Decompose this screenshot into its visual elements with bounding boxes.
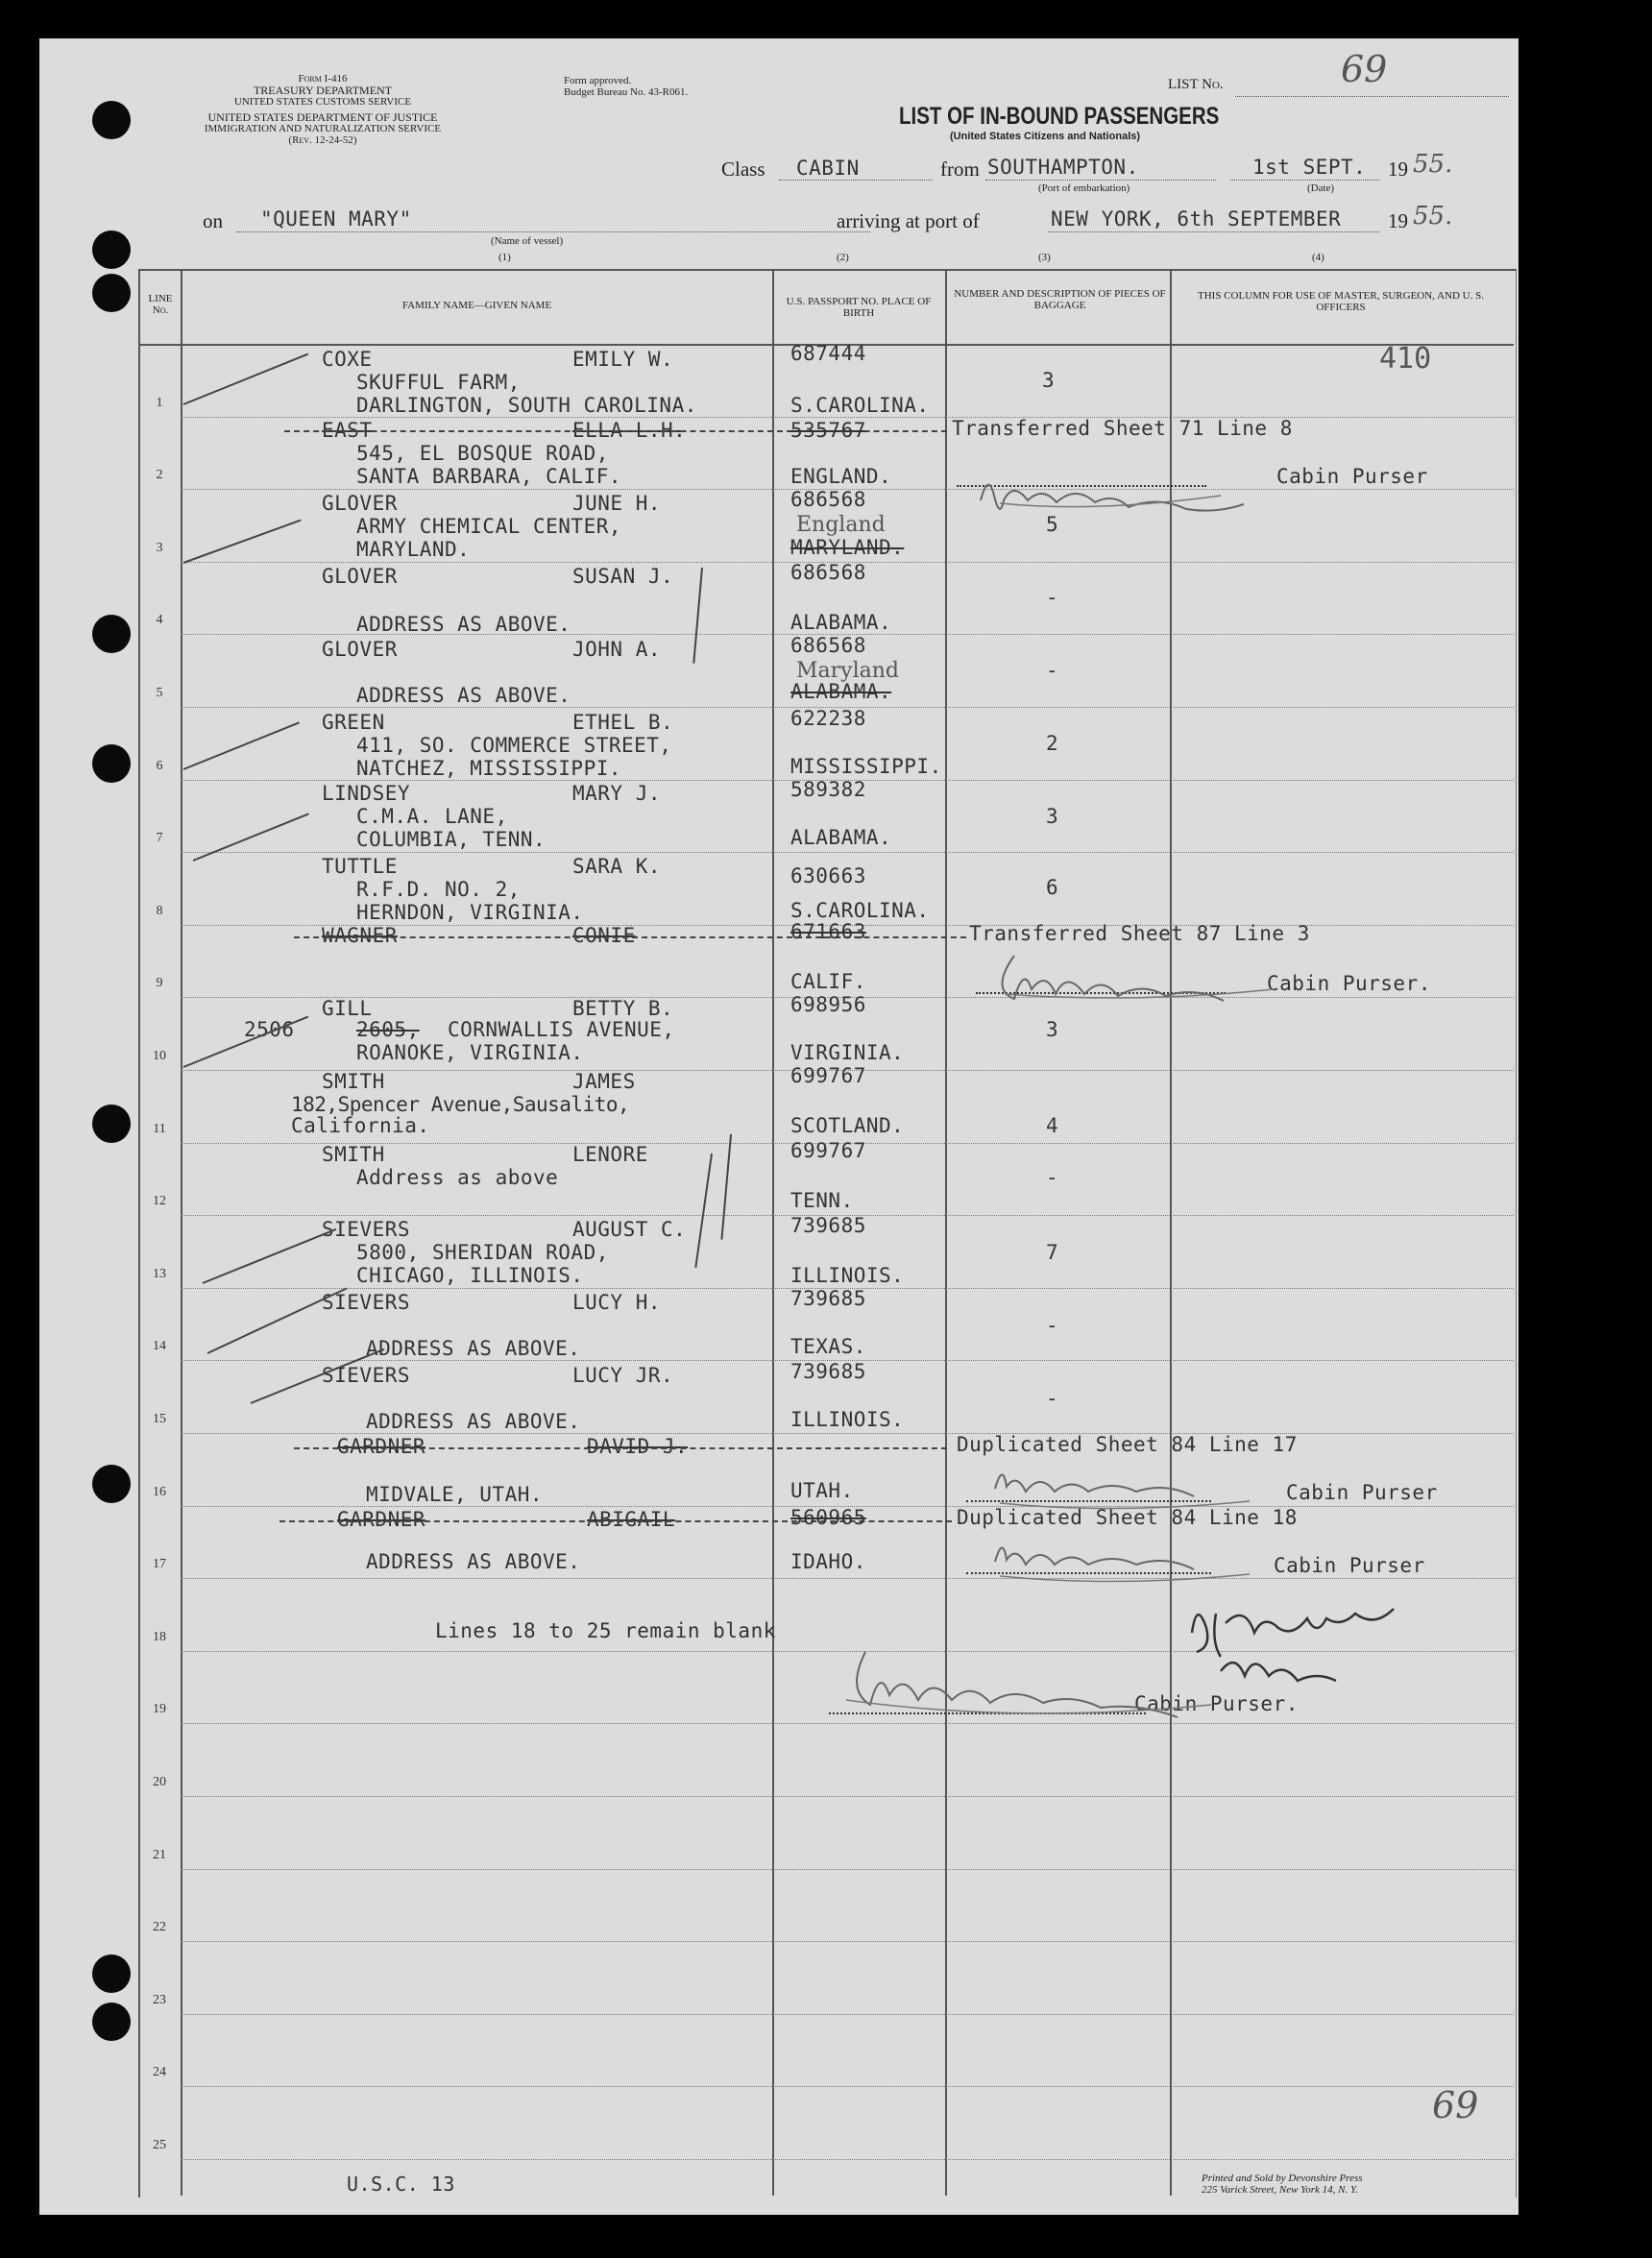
entry-given: DAVID J. [587, 1435, 689, 1458]
entry-bags: - [1046, 1166, 1059, 1189]
entry-address: CORNWALLIS AVENUE, [448, 1018, 675, 1041]
year-prefix: 19 [1388, 158, 1408, 181]
entry-birthplace: S.CAROLINA. [790, 899, 930, 922]
entry-surname: GARDNER [337, 1435, 426, 1458]
entry-passport: 686568 [790, 634, 866, 657]
line-number: 6 [156, 759, 163, 773]
entry-purser: Cabin Purser. [1267, 972, 1431, 995]
col3-num: (3) [1038, 252, 1051, 263]
date-value: 1st SEPT. [1252, 156, 1367, 179]
entry-given: ABIGAIL [587, 1508, 676, 1531]
header-line-no: LINE No. [148, 293, 173, 316]
on-label: on [203, 209, 223, 232]
entry-passport: 560965 [790, 1506, 866, 1529]
entry-passport: 630663 [790, 864, 866, 887]
entry-bags: 2 [1046, 732, 1059, 755]
entry-birthplace: VIRGINIA. [790, 1041, 905, 1064]
entry-passport: 686568 [790, 488, 866, 511]
entry-given: BETTY B. [572, 997, 674, 1020]
binder-hole [92, 744, 131, 783]
entry-passport: 589382 [790, 778, 866, 801]
entry-address: DARLINGTON, SOUTH CAROLINA. [356, 394, 697, 417]
row-rule [181, 1723, 1514, 1724]
arrival-year-value: 55. [1413, 202, 1453, 231]
purser-signature [971, 1460, 1298, 1517]
header-passport: U.S. PASSPORT NO. PLACE OF BIRTH [786, 296, 932, 319]
entry-bags: 7 [1046, 1241, 1059, 1264]
entry-passport: 671663 [790, 920, 866, 943]
entry-passport: 686568 [790, 561, 866, 584]
entry-birthplace: TENN. [790, 1189, 854, 1212]
entry-surname: TUTTLE [322, 855, 398, 878]
entry-purser: Cabin Purser [1276, 465, 1428, 488]
entry-surname: GREEN [322, 711, 385, 734]
page-subtitle: (United States Citizens and Nationals) [950, 131, 1141, 142]
entry-surname: GLOVER [322, 638, 398, 661]
line-number: 18 [153, 1630, 166, 1644]
entry-given: CONIE [572, 924, 636, 947]
entry-given: SUSAN J. [572, 565, 674, 588]
row-rule [181, 1796, 1514, 1797]
class-label: Class [721, 158, 765, 181]
header-agencies [198, 73, 448, 146]
entry-birthplace: S.CAROLINA. [790, 394, 930, 417]
entry-birthplace: ALABAMA. [790, 826, 892, 849]
arrival-line [1048, 231, 1379, 232]
list-no-line [1235, 96, 1509, 97]
line-number: 14 [153, 1339, 166, 1353]
entry-address: ADDRESS AS ABOVE. [356, 613, 571, 636]
entry-given: LENORE [572, 1143, 648, 1166]
port-caption: (Port of embarkation) [1038, 182, 1130, 194]
entry-address: R.F.D. NO. 2, [356, 878, 521, 901]
binder-hole [92, 101, 131, 139]
line-number: 1 [156, 396, 163, 410]
line-number: 8 [156, 904, 163, 918]
line-number: 11 [153, 1122, 166, 1136]
line-number: 5 [156, 686, 163, 700]
entry-passport: 699767 [790, 1064, 866, 1087]
entry-address: California. [291, 1114, 430, 1137]
entry-address: MIDVALE, UTAH. [366, 1483, 544, 1506]
entry-address: SKUFFUL FARM, [356, 371, 521, 394]
entry-bags: 4 [1046, 1114, 1059, 1137]
list-no-label: LIST No. [1168, 77, 1224, 92]
form-approved: Form approved. [564, 75, 632, 86]
entry-note: Duplicated Sheet 84 Line 17 [957, 1433, 1298, 1456]
entry-birthplace: CALIF. [790, 970, 866, 993]
customs-service: UNITED STATES CUSTOMS SERVICE [233, 96, 412, 108]
date-caption: (Date) [1307, 182, 1335, 194]
purser-signature [971, 1533, 1298, 1590]
line-number: 24 [153, 2065, 166, 2079]
entry-bags: 3 [1042, 369, 1056, 392]
entry-purser: Cabin Purser [1274, 1554, 1425, 1577]
line-number: 10 [153, 1049, 166, 1063]
entry-address: C.M.A. LANE, [356, 805, 508, 828]
entry-surname: GLOVER [322, 565, 398, 588]
entry-purser: Cabin Purser [1286, 1481, 1438, 1504]
entry-bags: - [1046, 659, 1059, 682]
entry-given: LUCY JR. [572, 1364, 674, 1387]
binder-hole [92, 2003, 131, 2041]
entry-passport: 622238 [790, 707, 866, 730]
line-number: 23 [153, 1993, 166, 2007]
arrival-value: NEW YORK, 6th SEPTEMBER [1051, 207, 1342, 231]
entry-given: JAMES [572, 1070, 636, 1093]
entry-address: MARYLAND. [356, 538, 471, 561]
vessel-caption: (Name of vessel) [491, 235, 564, 247]
entry-address: COLUMBIA, TENN. [356, 828, 547, 851]
entry-address: SANTA BARBARA, CALIF. [356, 465, 622, 488]
line-number: 7 [156, 831, 163, 845]
entry-address: ARMY CHEMICAL CENTER, [356, 515, 622, 538]
entry-bags: - [1046, 1387, 1059, 1410]
entry-address: 5800, SHERIDAN ROAD, [356, 1241, 609, 1264]
date-line [1230, 180, 1379, 181]
entry-bags: 3 [1046, 805, 1059, 828]
from-label: from [940, 158, 980, 181]
entry-surname: GILL [322, 997, 373, 1020]
list-no-value: 69 [1341, 48, 1388, 90]
port-value: SOUTHAMPTON. [987, 156, 1139, 179]
entry-surname: SIEVERS [322, 1291, 411, 1314]
entry-address: Address as above [356, 1166, 559, 1189]
entry-birthplace: UTAH. [790, 1479, 854, 1502]
entry-surname: WAGNER [322, 924, 398, 947]
line-number: 12 [153, 1194, 166, 1208]
entry-bags: 6 [1046, 876, 1059, 899]
row-rule [181, 2086, 1514, 2087]
class-line [779, 180, 933, 181]
line-number: 3 [156, 541, 163, 555]
entry-given: SARA K. [572, 855, 662, 878]
col-divider [1170, 269, 1172, 2196]
arrival-year-prefix: 19 [1388, 209, 1408, 232]
entry-surname: SIEVERS [322, 1218, 411, 1241]
binder-hole [92, 231, 131, 269]
entry-birthplace: ALABAMA. [790, 680, 892, 703]
entry-address: HERNDON, VIRGINIA. [356, 901, 584, 924]
entry-given: ELLA L.H. [572, 419, 687, 442]
class-value: CABIN [796, 157, 860, 180]
entry-surname: SIEVERS [322, 1364, 411, 1387]
entry-surname: GARDNER [337, 1508, 426, 1531]
entry-surname: LINDSEY [322, 782, 411, 805]
passenger-list-sheet [39, 38, 1518, 2215]
line-number: 22 [153, 1920, 166, 1934]
binder-hole [92, 274, 131, 312]
entry-passport: 699767 [790, 1139, 866, 1162]
approval-block [564, 75, 688, 98]
entry-address-struck: 2605, [356, 1018, 420, 1041]
row-rule [181, 1869, 1514, 1870]
col-divider [772, 269, 774, 2196]
budget-bureau: Budget Bureau No. 43-R061. [564, 86, 689, 98]
year-value: 55. [1413, 150, 1453, 179]
arriving-label: arriving at port of [837, 209, 980, 232]
dept-justice: UNITED STATES DEPARTMENT OF JUSTICE [207, 110, 438, 124]
officer-mark: 410 [1379, 342, 1432, 376]
entry-address: 182,Spencer Avenue,Sausalito, [291, 1093, 630, 1116]
row-rule [181, 417, 1514, 418]
line-number: 21 [153, 1848, 166, 1862]
strike-line [294, 1447, 947, 1449]
entry-passport: 739685 [790, 1360, 866, 1383]
line-number: 4 [156, 613, 163, 627]
entry-given: EMILY W. [572, 348, 674, 371]
line-number: 2 [156, 468, 163, 482]
row-rule [181, 1578, 1514, 1579]
entry-address: ADDRESS AS ABOVE. [366, 1410, 581, 1433]
immigration-service: IMMIGRATION AND NATURALIZATION SERVICE [204, 123, 442, 134]
entry-address: NATCHEZ, MISSISSIPPI. [356, 757, 622, 780]
entry-passport: 687444 [790, 342, 866, 365]
entry-birthplace: ALABAMA. [790, 611, 892, 634]
entry-given: JOHN A. [572, 638, 662, 661]
corner-mark: 69 [1432, 2084, 1479, 2126]
vessel-value: "QUEEN MARY" [260, 207, 412, 231]
binder-hole [92, 1105, 131, 1143]
final-purser: Cabin Purser. [1134, 1692, 1299, 1715]
entry-birthplace: MISSISSIPPI. [790, 755, 942, 778]
binder-hole [92, 1465, 131, 1503]
line-number: 17 [153, 1557, 166, 1571]
binder-hole [92, 1955, 131, 1993]
vessel-line [236, 231, 870, 232]
purser-signature [976, 941, 1322, 1008]
entry-birthplace-hand: Maryland [796, 659, 899, 683]
entry-passport: 739685 [790, 1214, 866, 1237]
page-title: LIST OF IN-BOUND PASSENGERS [899, 103, 1220, 130]
vessel-col-num: (1) [498, 252, 511, 263]
entry-surname: GLOVER [322, 492, 398, 515]
entry-note: Transferred Sheet 87 Line 3 [969, 922, 1310, 945]
entry-surname: SMITH [322, 1070, 385, 1093]
entry-given: MARY J. [572, 782, 662, 805]
printer-line: Printed and Sold by Devonshire Press [1202, 2173, 1363, 2184]
entry-birthplace: TEXAS. [790, 1335, 866, 1358]
col2-num: (2) [837, 252, 849, 263]
row-rule [181, 2014, 1514, 2015]
entry-birthplace: SCOTLAND. [790, 1114, 905, 1137]
revision: (Rev. 12-24-52) [288, 134, 357, 146]
col-divider [181, 269, 182, 2196]
line-number: 13 [153, 1267, 166, 1281]
entry-birthplace: ENGLAND. [790, 465, 892, 488]
line-number: 19 [153, 1702, 166, 1716]
entry-given: ETHEL B. [572, 711, 674, 734]
entry-birthplace: IDAHO. [790, 1550, 866, 1573]
footer-form-code: U.S.C. 13 [347, 2173, 455, 2196]
entry-birthplace: ILLINOIS. [790, 1264, 905, 1287]
entry-passport: 739685 [790, 1287, 866, 1310]
row-rule [181, 852, 1514, 853]
col-divider [945, 269, 947, 2196]
line-number: 9 [156, 976, 163, 990]
dept-treasury: TREASURY DEPARTMENT [253, 84, 393, 97]
entry-surname: SMITH [322, 1143, 385, 1166]
header-baggage: NUMBER AND DESCRIPTION OF PIECES OF BAGGAGE [954, 288, 1166, 311]
line-number: 16 [153, 1485, 166, 1499]
entry-bags: - [1046, 586, 1059, 609]
blank-lines-note: Lines 18 to 25 remain blank [435, 1619, 776, 1642]
entry-birthplace: MARYLAND. [790, 536, 905, 559]
entry-surname: EAST [322, 419, 373, 442]
line-number: 20 [153, 1775, 166, 1789]
entry-address-prefix: 2506 [244, 1018, 295, 1041]
entry-note: Duplicated Sheet 84 Line 18 [957, 1506, 1298, 1529]
entry-address: CHICAGO, ILLINOIS. [356, 1264, 584, 1287]
row-rule [181, 1433, 1514, 1434]
entry-passport: 698956 [790, 993, 866, 1016]
printer-address: 225 Varick Street, New York 14, N. Y. [1202, 2184, 1358, 2196]
entry-address: ADDRESS AS ABOVE. [366, 1337, 581, 1360]
entry-address: ROANOKE, VIRGINIA. [356, 1041, 584, 1064]
entry-address: ADDRESS AS ABOVE. [366, 1550, 581, 1573]
entry-bags: - [1046, 1314, 1059, 1337]
purser-signature [827, 1633, 1230, 1719]
header-officers: THIS COLUMN FOR USE OF MASTER, SURGEON, AND U. S. OFFICERS [1198, 290, 1484, 313]
row-rule [181, 2159, 1514, 2160]
binder-hole [92, 615, 131, 653]
port-line [985, 180, 1216, 181]
entry-birthplace-hand: England [796, 513, 886, 537]
header-name: FAMILY NAME—GIVEN NAME [401, 300, 552, 311]
form-number: Form I-416 [298, 73, 348, 85]
footer-printer [1202, 2173, 1363, 2196]
entry-address: 411, SO. COMMERCE STREET, [356, 734, 672, 757]
col4-num: (4) [1312, 252, 1324, 263]
entry-note: Transferred Sheet 71 Line 8 [952, 417, 1293, 440]
inspector-signature [1173, 1594, 1480, 1700]
line-number: 25 [153, 2138, 166, 2152]
entry-given: AUGUST C. [572, 1218, 687, 1241]
entry-birthplace: ILLINOIS. [790, 1408, 905, 1431]
entry-surname: COXE [322, 348, 373, 371]
entry-bags: 5 [1046, 513, 1059, 536]
purser-signature [961, 467, 1288, 515]
entry-passport: 535767 [790, 419, 866, 442]
row-rule [181, 1941, 1514, 1942]
entry-address: ADDRESS AS ABOVE. [356, 684, 571, 707]
entry-given: LUCY H. [572, 1291, 662, 1314]
entry-address: 545, EL BOSQUE ROAD, [356, 442, 609, 465]
line-number: 15 [153, 1412, 166, 1426]
entry-given: JUNE H. [572, 492, 662, 515]
entry-bags: 3 [1046, 1018, 1059, 1041]
